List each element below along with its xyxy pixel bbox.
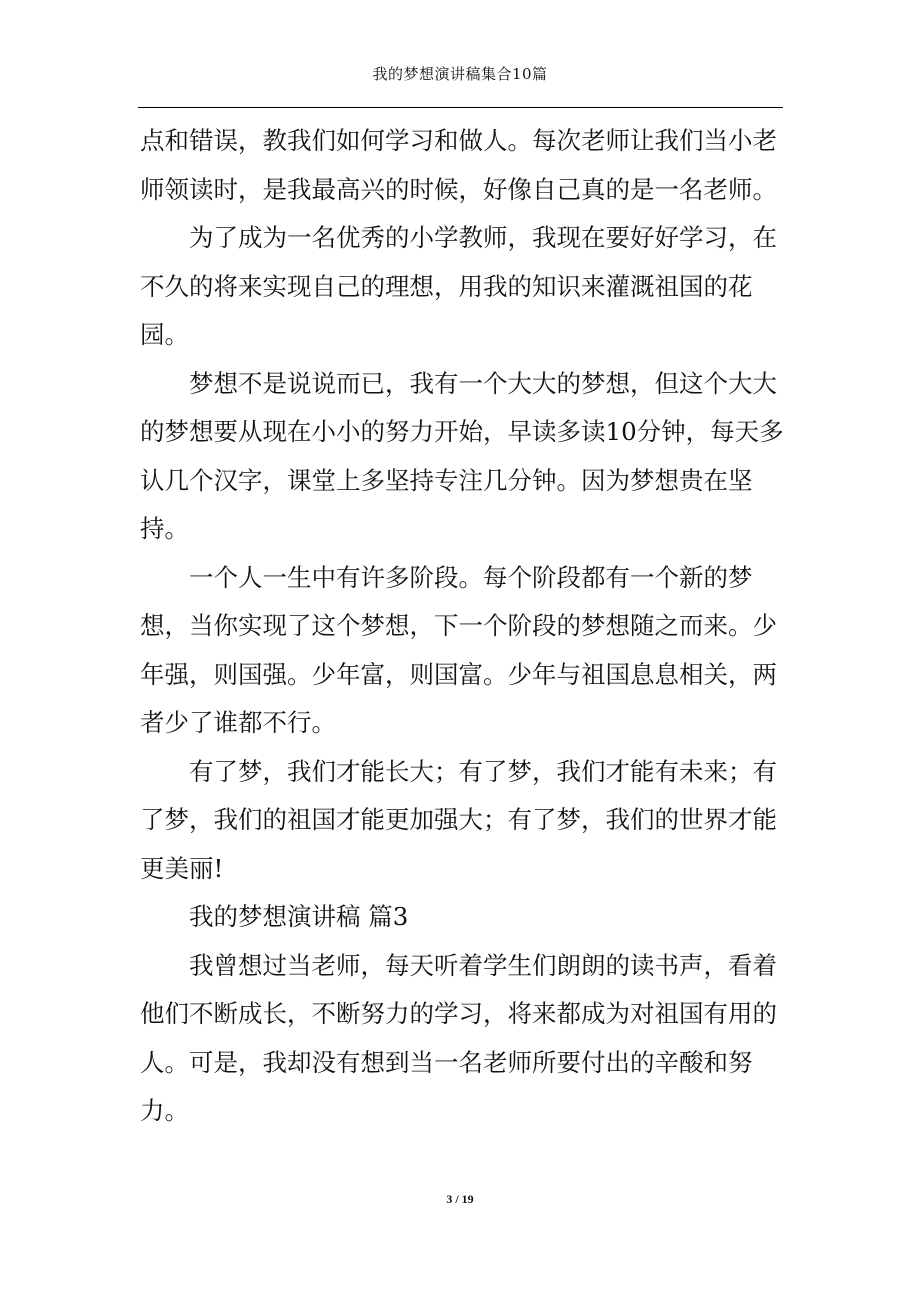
- section-heading: 我的梦想演讲稿 篇3: [189, 902, 409, 931]
- paragraph: 梦想不是说说而已，我有一个大大的梦想，但这个大大的梦想要从现在小小的努力开始，早读多读10分钟，每天多认几个汉字，课堂上多坚持专注几分钟。因为梦想贵在坚持。: [140, 368, 784, 543]
- paragraph: 为了成为一名优秀的小学教师，我现在要好好学习，在不久的将来实现自己的理想，用我的知识来灌溉祖国的花园。: [140, 223, 777, 349]
- running-header: 我的梦想演讲稿集合10篇: [372, 65, 548, 83]
- paragraph: 有了梦，我们才能长大；有了梦，我们才能有未来；有了梦，我们的祖国才能更加强大；有了梦，我们的世界才能更美丽!: [140, 756, 777, 883]
- paragraph: 一个人一生中有许多阶段。每个阶段都有一个新的梦想，当你实现了这个梦想，下一个阶段的梦想随之而来。少年强，则国强。少年富，则国富。少年与祖国息息相关，两者少了谁都不行。: [140, 562, 777, 737]
- paragraph-continued: 点和错误，教我们如何学习和做人。每次老师让我们当小老师领读时，是我最高兴的时候，好像自己真的是一名老师。: [140, 126, 777, 204]
- document-body: [140, 117, 790, 1136]
- paragraph: 我曾想过当老师，每天听着学生们朗朗的读书声，看着他们不断成长，不断努力的学习，将来都成为对祖国有用的人。可是，我却没有想到当一名老师所要付出的辛酸和努力。: [140, 950, 777, 1125]
- header-divider: [138, 107, 783, 108]
- page-number: 3 / 19: [446, 1192, 474, 1206]
